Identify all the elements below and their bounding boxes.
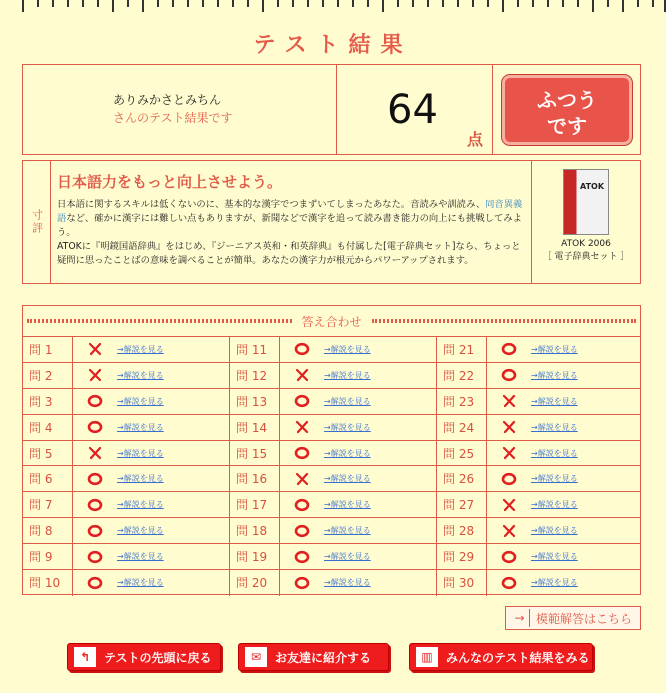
comment-label: 寸評 [23, 161, 51, 283]
question-number: 問 15 [230, 441, 280, 466]
ruler-tick [22, 0, 24, 12]
answer-row [230, 466, 436, 492]
product-box-text: ATOK [580, 182, 605, 191]
question-number: 問 7 [23, 492, 73, 517]
ruler-tick [142, 0, 144, 12]
answer-check-header [23, 306, 640, 336]
answer-row [437, 441, 640, 467]
view-explanation-link[interactable]: →解説を見る [531, 474, 578, 484]
score-unit: 点 [467, 130, 484, 149]
view-explanation-link[interactable]: →解説を見る [324, 578, 371, 588]
view-explanation-link[interactable]: →解説を見る [117, 344, 164, 354]
question-number: 問 10 [23, 570, 73, 596]
product-promo[interactable] [532, 161, 640, 283]
circle-mark-icon [280, 498, 324, 512]
ruler-tick [292, 0, 294, 7]
question-number: 問 28 [437, 518, 487, 543]
ruler-tick [472, 0, 474, 7]
view-explanation-link[interactable]: →解説を見る [324, 474, 371, 484]
view-explanation-link[interactable]: →解説を見る [531, 526, 578, 536]
comment-p1-after: など、確かに漢字には難しい点もありますが、新聞などで漢字を追って読み書き能力の向上にも挑戦してみよう。 [57, 213, 522, 238]
answer-row [23, 415, 229, 441]
user-name: ありみかさとみちん [113, 93, 222, 107]
question-number: 問 11 [230, 337, 280, 362]
view-explanation-link[interactable]: →解説を見る [117, 552, 164, 562]
view-explanation-link[interactable]: →解説を見る [117, 474, 164, 484]
ruler-tick [262, 0, 264, 12]
question-number: 問 16 [230, 466, 280, 491]
view-explanation-link[interactable]: →解説を見る [117, 396, 164, 406]
question-number: 問 1 [23, 337, 73, 362]
circle-mark-icon [73, 420, 117, 434]
grade-badge [502, 75, 632, 145]
cross-mark-icon [73, 446, 117, 460]
circle-mark-icon [280, 394, 324, 408]
product-box-image[interactable] [563, 169, 609, 235]
circle-mark-icon [73, 394, 117, 408]
view-explanation-link[interactable]: →解説を見る [117, 526, 164, 536]
circle-mark-icon [73, 498, 117, 512]
ruler-tick [412, 0, 414, 7]
answer-grid [23, 336, 640, 596]
right-arrow-icon: → [510, 609, 530, 627]
ruler-tick [607, 0, 609, 7]
refer-friend-button[interactable] [238, 643, 389, 671]
comment-panel [22, 160, 641, 284]
ruler-tick [52, 0, 54, 7]
ruler-tick [352, 0, 354, 7]
model-answers-label: 模範解答はこちら [536, 611, 633, 626]
product-name: ATOK 2006 [561, 239, 611, 249]
view-explanation-link[interactable]: →解説を見る [324, 448, 371, 458]
view-explanation-link[interactable]: →解説を見る [117, 448, 164, 458]
circle-mark-icon [487, 472, 531, 486]
ruler-tick [247, 0, 249, 7]
question-number: 問 4 [23, 415, 73, 440]
ruler-tick [652, 0, 654, 7]
model-answers-button[interactable] [505, 606, 641, 630]
question-number: 問 25 [437, 441, 487, 466]
view-explanation-link[interactable]: →解説を見る [531, 344, 578, 354]
comment-p2: ATOKに『明鏡国語辞典』をはじめ、『ジーニアス英和・和英辞典』も付属した[電子辞典セット]なら、ちょっと疑問に思ったことばの意味を調べることが簡単。あなたの漢字力が根元からパワーアップされます。 [57, 241, 521, 266]
ruler-tick [532, 0, 534, 7]
question-number: 問 13 [230, 389, 280, 414]
circle-mark-icon [487, 550, 531, 564]
answer-row [23, 518, 229, 544]
ruler-tick [277, 0, 279, 7]
ruler-tick [112, 0, 114, 12]
comment-headline: 日本語力をもっと向上させよう。 [57, 173, 283, 191]
score-value: 64 [387, 87, 438, 133]
ruler-tick [442, 0, 444, 7]
circle-mark-icon [280, 524, 324, 538]
answer-row [23, 363, 229, 389]
answer-row [437, 570, 640, 596]
view-explanation-link[interactable]: →解説を見る [324, 526, 371, 536]
ruler-tick [37, 0, 39, 7]
cross-mark-icon [73, 368, 117, 382]
comment-body [51, 161, 532, 283]
view-explanation-link[interactable]: →解説を見る [324, 500, 371, 510]
cross-mark-icon [487, 524, 531, 538]
view-explanation-link[interactable]: →解説を見る [531, 552, 578, 562]
header-dots-left [27, 319, 292, 323]
ruler-tick [487, 0, 489, 7]
ruler-tick [382, 0, 384, 12]
ruler-tick [217, 0, 219, 7]
answer-column [230, 337, 437, 596]
cross-mark-icon [487, 420, 531, 434]
question-number: 問 20 [230, 570, 280, 596]
circle-mark-icon [487, 342, 531, 356]
ruler-tick [367, 0, 369, 7]
view-explanation-link[interactable]: →解説を見る [531, 396, 578, 406]
view-explanation-link[interactable]: →解説を見る [117, 500, 164, 510]
ruler-tick [157, 0, 159, 7]
envelope-icon: ✉ [245, 647, 267, 667]
question-number: 問 23 [437, 389, 487, 414]
ruler-tick [97, 0, 99, 7]
question-number: 問 27 [437, 492, 487, 517]
everyones-results-label: みんなのテスト結果をみる [446, 650, 590, 665]
ruler-tick [502, 0, 504, 12]
grade-cell [493, 65, 640, 154]
result-name-cell [23, 65, 337, 154]
ruler-tick [67, 0, 69, 7]
ruler-tick [397, 0, 399, 7]
question-number: 問 18 [230, 518, 280, 543]
view-explanation-link[interactable]: →解説を見る [324, 396, 371, 406]
cross-mark-icon [73, 342, 117, 356]
circle-mark-icon [487, 576, 531, 590]
view-explanation-link[interactable]: →解説を見る [531, 448, 578, 458]
homophone-link[interactable]: 同音異義語 [57, 199, 523, 224]
ruler-tick [457, 0, 459, 7]
view-explanation-link[interactable]: →解説を見る [117, 422, 164, 432]
view-explanation-link[interactable]: →解説を見る [117, 578, 164, 588]
back-to-top-button[interactable] [67, 643, 221, 671]
answer-row [23, 441, 229, 467]
top-ruler [0, 0, 666, 12]
question-number: 問 29 [437, 544, 487, 569]
ruler-tick [307, 0, 309, 7]
comment-p1-before: 日本語に関するスキルは低くないのに、基本的な漢字でつまずいてしまったあなた。音読みや訓読み、 [57, 199, 486, 210]
ruler-tick [562, 0, 564, 7]
answer-row [437, 337, 640, 363]
answer-row [437, 466, 640, 492]
question-number: 問 19 [230, 544, 280, 569]
ruler-tick [127, 0, 129, 7]
question-number: 問 8 [23, 518, 73, 543]
circle-mark-icon [280, 446, 324, 460]
ruler-tick [622, 0, 624, 12]
question-number: 問 30 [437, 570, 487, 596]
return-arrow-icon: ↰ [74, 647, 96, 667]
answer-column [23, 337, 230, 596]
circle-mark-icon [280, 550, 324, 564]
question-number: 問 26 [437, 466, 487, 491]
question-number: 問 21 [437, 337, 487, 362]
answer-check-title: 答え合わせ [301, 314, 362, 329]
circle-mark-icon [73, 524, 117, 538]
circle-mark-icon [280, 576, 324, 590]
ruler-tick [187, 0, 189, 7]
ruler-tick [82, 0, 84, 7]
answer-row [230, 389, 436, 415]
answer-row [437, 492, 640, 518]
cross-mark-icon [280, 368, 324, 382]
question-number: 問 3 [23, 389, 73, 414]
ruler-tick [172, 0, 174, 7]
view-explanation-link[interactable]: →解説を見る [531, 370, 578, 380]
result-suffix: さんのテスト結果です [113, 111, 233, 125]
comment-text [57, 198, 523, 268]
question-number: 問 12 [230, 363, 280, 388]
answer-row [437, 518, 640, 544]
ruler-tick [322, 0, 324, 7]
product-subtitle: ［ 電子辞典セット ］ [542, 252, 630, 262]
answer-row [23, 337, 229, 363]
ruler-tick [577, 0, 579, 7]
cross-mark-icon [280, 472, 324, 486]
ruler-tick [427, 0, 429, 7]
cross-mark-icon [280, 420, 324, 434]
circle-mark-icon [280, 342, 324, 356]
view-explanation-link[interactable]: →解説を見る [324, 552, 371, 562]
ruler-tick [337, 0, 339, 7]
answer-column [437, 337, 640, 596]
ruler-tick [202, 0, 204, 7]
ruler-tick [517, 0, 519, 7]
answer-row [230, 337, 436, 363]
answer-row [230, 415, 436, 441]
answer-row [23, 570, 229, 596]
view-explanation-link[interactable]: →解説を見る [324, 344, 371, 354]
view-explanation-link[interactable]: →解説を見る [117, 370, 164, 380]
answer-row [437, 389, 640, 415]
answer-row [230, 544, 436, 570]
answer-row [230, 492, 436, 518]
cross-mark-icon [487, 498, 531, 512]
page-title: テスト結果 [253, 33, 413, 58]
question-number: 問 6 [23, 466, 73, 491]
answer-row [23, 544, 229, 570]
answer-row [230, 441, 436, 467]
bar-chart-icon: ▥ [416, 647, 438, 667]
view-explanation-link[interactable]: →解説を見る [531, 578, 578, 588]
question-number: 問 17 [230, 492, 280, 517]
cross-mark-icon [487, 446, 531, 460]
question-number: 問 2 [23, 363, 73, 388]
answer-row [23, 492, 229, 518]
answer-row [230, 363, 436, 389]
question-number: 問 14 [230, 415, 280, 440]
answer-row [437, 415, 640, 441]
grade-line-2: です [547, 114, 587, 138]
circle-mark-icon [73, 472, 117, 486]
result-panel [22, 64, 641, 155]
circle-mark-icon [73, 550, 117, 564]
ruler-tick [637, 0, 639, 7]
answer-row [23, 389, 229, 415]
back-to-top-label: テストの先頭に戻る [104, 650, 212, 665]
view-explanation-link[interactable]: →解説を見る [531, 422, 578, 432]
circle-mark-icon [73, 576, 117, 590]
answer-row [437, 544, 640, 570]
question-number: 問 22 [437, 363, 487, 388]
answer-check-panel [22, 305, 641, 595]
answer-row [230, 518, 436, 544]
question-number: 問 5 [23, 441, 73, 466]
answer-row [23, 466, 229, 492]
circle-mark-icon [487, 368, 531, 382]
grade-line-1: ふつう [537, 88, 597, 112]
view-explanation-link[interactable]: →解説を見る [324, 422, 371, 432]
score-cell [337, 65, 493, 154]
ruler-tick [232, 0, 234, 7]
refer-friend-label: お友達に紹介する [275, 650, 372, 665]
question-number: 問 9 [23, 544, 73, 569]
cross-mark-icon [487, 394, 531, 408]
header-dots-right [372, 319, 637, 323]
answer-row [230, 570, 436, 596]
view-explanation-link[interactable]: →解説を見る [324, 370, 371, 380]
view-explanation-link[interactable]: →解説を見る [531, 500, 578, 510]
ruler-tick [547, 0, 549, 7]
question-number: 問 24 [437, 415, 487, 440]
everyones-results-button[interactable] [409, 643, 593, 671]
answer-row [437, 363, 640, 389]
ruler-tick [592, 0, 594, 12]
